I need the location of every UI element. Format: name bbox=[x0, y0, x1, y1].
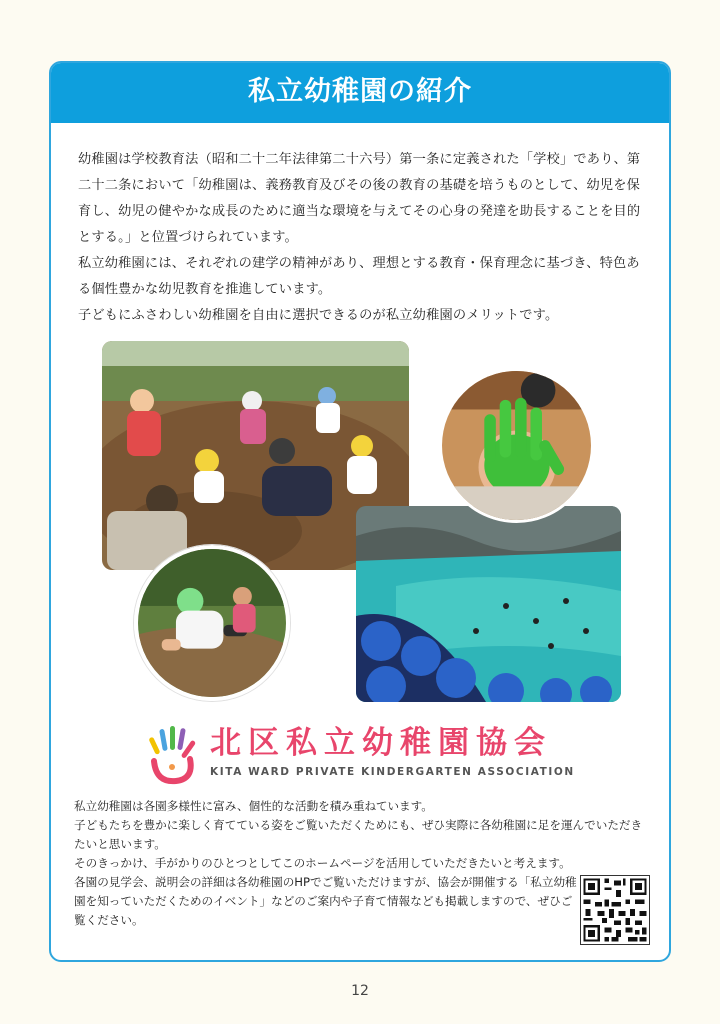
photo-painted-hand bbox=[439, 368, 594, 523]
intro-paragraph: 私立幼稚園には、それぞれの建学の精神があり、理想とする教育・保育理念に基づき、特色ある個性豊かな幼児教育を推進しています。 bbox=[78, 256, 640, 297]
body-paragraph: 私立幼稚園は各園多様性に富み、個性的な活動を積み重ねています。 bbox=[74, 799, 433, 813]
logo-name-en: KITA WARD PRIVATE KINDERGARTEN ASSOCIATION bbox=[210, 766, 575, 778]
title-banner bbox=[51, 63, 669, 123]
body-paragraph: 各園の見学会、説明会の詳細は各幼稚園のHPでご覧いただけますが、協会が開催する「私立幼稚園を知っていただくためのイベント」などのご案内や子育て情報なども掲載しますので、ぜひご覧ください。 bbox=[74, 875, 577, 927]
intro-card bbox=[49, 61, 671, 962]
logo-name-jp: 北区私立幼稚園協会 bbox=[210, 725, 552, 761]
body-paragraph: そのきっかけ、手がかりのひとつとしてこのホームページを活用していただきたいと考えます。 bbox=[74, 856, 571, 870]
photo-aquarium bbox=[356, 506, 621, 702]
intro-text bbox=[78, 147, 648, 329]
page-number: 12 bbox=[351, 983, 369, 999]
photo-child-climbing bbox=[134, 545, 290, 701]
hand-logo-icon bbox=[146, 723, 206, 787]
body-paragraph: 子どもたちを豊かに楽しく育てている姿をご覧いただくためにも、ぜひ実際に各幼稚園に足を運んでいただきたいと思います。 bbox=[74, 818, 643, 851]
association-logo bbox=[146, 723, 576, 787]
intro-paragraph: 幼稚園は学校教育法（昭和二十二年法律第二十六号）第一条に定義された「学校」であり、第二十二条において「幼稚園は、義務教育及びその後の教育の基礎を培うものとして、幼児を保育し、幼児の健やかな成長のために適当な環境を与えてその心身の発達を助長することを目的とする。」と位置づけられています。 bbox=[78, 152, 641, 245]
page-title: 私立幼稚園の紹介 bbox=[248, 76, 472, 107]
qr-code[interactable] bbox=[580, 875, 650, 945]
intro-paragraph: 子どもにふさわしい幼稚園を自由に選択できるのが私立幼稚園のメリットです。 bbox=[78, 308, 559, 323]
association-text bbox=[74, 797, 652, 930]
